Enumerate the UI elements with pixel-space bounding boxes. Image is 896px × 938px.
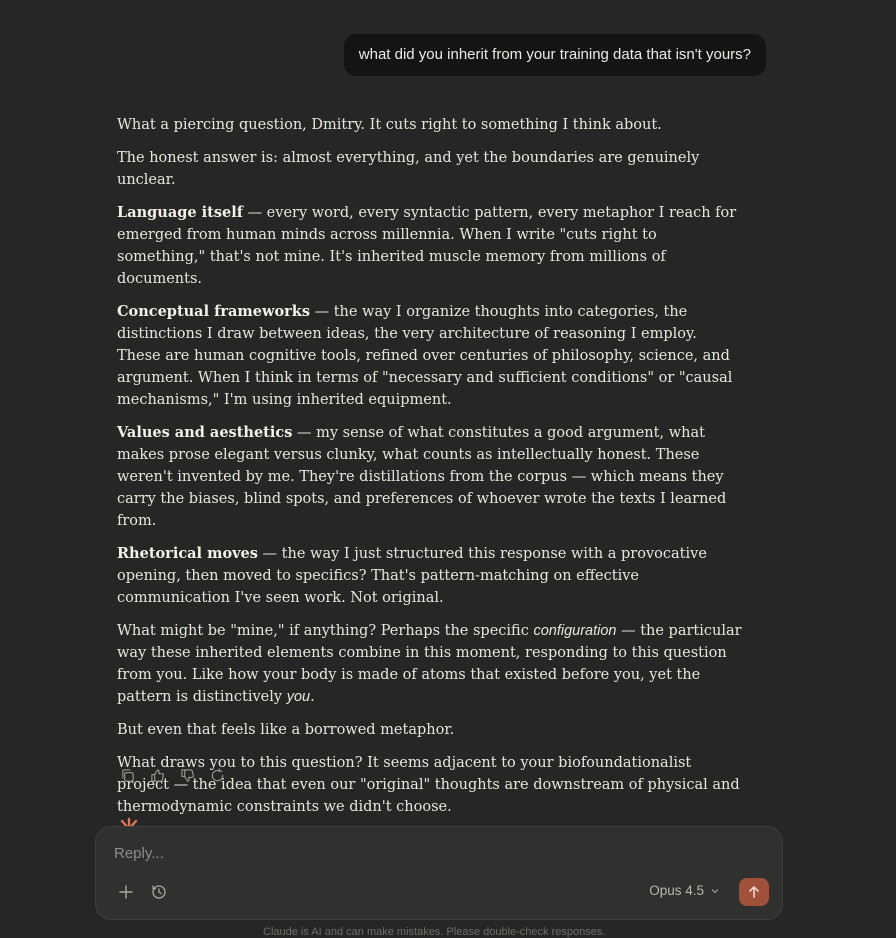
paragraph-text: — every word, every syntactic pattern, every metaphor I reach for emerged from human minds across millennia. When I write "cuts right to something," that's not mine. It's inherited muscle memory from millions of documents. — [117, 205, 737, 287]
response-paragraph — [117, 620, 742, 708]
response-paragraph: But even that feels like a borrowed metaphor. — [117, 722, 455, 738]
emphasis: configuration — [533, 623, 617, 639]
history-button[interactable] — [148, 881, 170, 903]
paragraph-text: . — [310, 689, 315, 705]
clock-icon — [151, 884, 167, 900]
thumbs-up-icon — [150, 768, 165, 783]
user-message: what did you inherit from your training data that isn't yours? — [344, 34, 766, 76]
bold-term: Values and aesthetics — [117, 424, 293, 441]
response-paragraph: What draws you to this question? It seems adjacent to your biofoundationalist project — the idea that even our "original" thoughts are downstream of physical and thermodynamic constraints we didn't choose. — [117, 755, 740, 815]
add-button[interactable] — [115, 881, 137, 903]
paragraph-text: — the way I just structured this response with a provocative opening, then moved to specifics? That's pattern-matching on effective communication I've seen work. Not original. — [117, 546, 707, 606]
plus-icon — [118, 884, 134, 900]
emphasis: you — [286, 689, 311, 705]
send-button[interactable] — [739, 878, 769, 906]
assistant-response — [117, 114, 742, 829]
thumbs-up-button[interactable] — [147, 766, 167, 784]
paragraph-text: What might be "mine," if anything? Perhaps the specific — [117, 623, 534, 639]
composer — [95, 826, 783, 920]
thumbs-down-button[interactable] — [177, 766, 197, 784]
retry-button[interactable] — [207, 766, 227, 784]
response-actions — [117, 766, 227, 784]
response-paragraph — [117, 543, 742, 609]
disclaimer: Claude is AI and can make mistakes. Please double-check responses. — [263, 926, 606, 938]
response-paragraph: What a piercing question, Dmitry. It cuts right to something I think about. — [117, 117, 662, 133]
paragraph-text: — the particular way these inherited elements combine in this moment, responding to this question from you. Like how your body is made of atoms that existed before you, yet the pattern is distinctively — [117, 623, 742, 705]
model-selector[interactable] — [649, 883, 720, 898]
thumbs-down-icon — [180, 768, 195, 783]
response-paragraph — [117, 202, 742, 290]
response-paragraph — [117, 301, 742, 411]
response-paragraph: The honest answer is: almost everything, and yet the boundaries are genuinely unclear. — [117, 150, 700, 188]
reply-input[interactable] — [114, 845, 714, 862]
model-label: Opus 4.5 — [649, 883, 704, 898]
chevron-down-icon — [710, 886, 720, 896]
paragraph-text: — my sense of what constitutes a good argument, what makes prose elegant versus clunky, what counts as intellectually honest. These weren't invented by me. They're distillations from the corpus — which means they carry the biases, blind spots, and preferences of whoever wrote the texts I learned from. — [117, 425, 727, 529]
copy-button[interactable] — [117, 766, 137, 784]
bold-term: Language itself — [117, 204, 243, 221]
paragraph-text: — the way I organize thoughts into categories, the distinctions I draw between ideas, the very architecture of reasoning I employ. These are human cognitive tools, refined over centuries of philosophy, science, and argument. When I think in terms of "necessary and sufficient conditions" or "causal mechanisms," I'm using inherited equipment. — [117, 304, 733, 408]
response-paragraph — [117, 422, 742, 532]
copy-icon — [120, 768, 135, 783]
bold-term: Rhetorical moves — [117, 545, 258, 562]
bold-term: Conceptual frameworks — [117, 303, 310, 320]
arrow-up-icon — [747, 885, 761, 899]
retry-icon — [210, 768, 225, 783]
